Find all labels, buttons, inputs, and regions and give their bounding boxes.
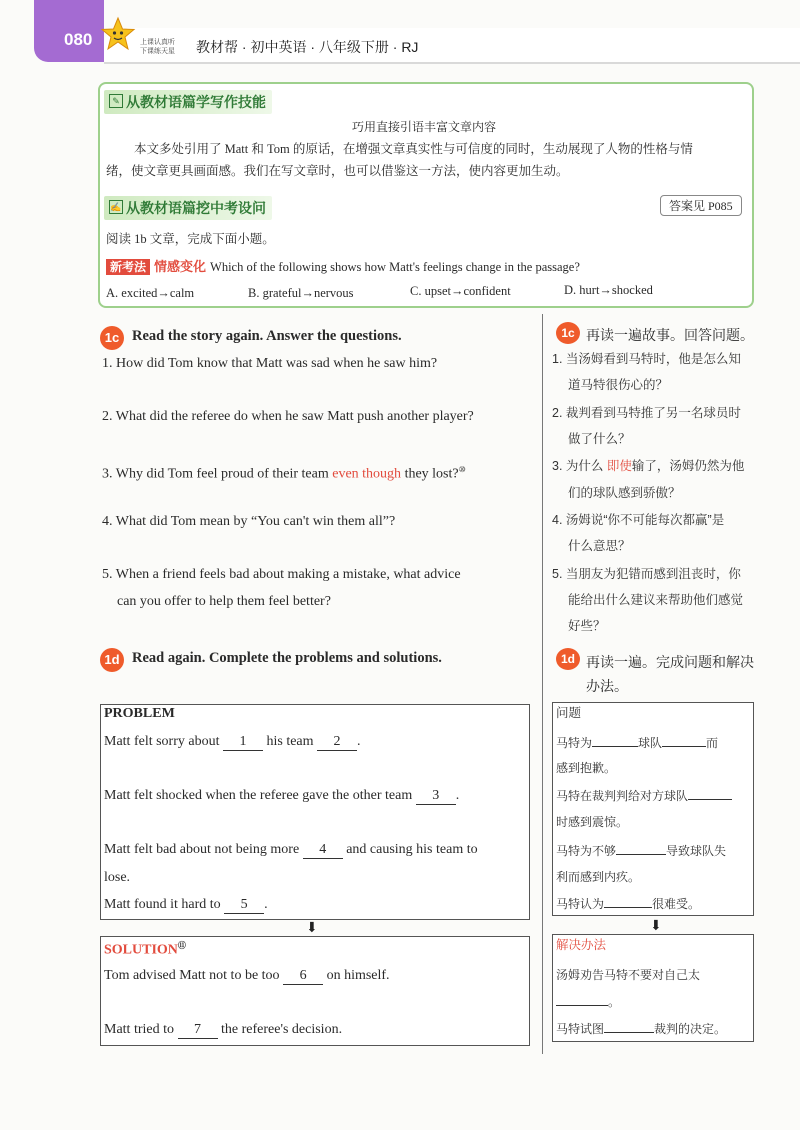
footnote-marker: ⑩ <box>458 465 466 474</box>
text: . <box>455 788 460 803</box>
section-title-writing <box>104 90 272 114</box>
text: 裁判的决定。 <box>654 1022 727 1036</box>
cn-line: 道马特很伤心的？ <box>568 378 669 392</box>
task-badge-1d-cn: 1d <box>556 648 580 670</box>
blank-4[interactable]: 4 <box>303 842 343 859</box>
cn-q3-rest: 输了，汤姆仍然为他 <box>631 459 745 473</box>
book-title: 教材帮 · 初中英语 · 八年级下册 · RJ <box>196 39 419 55</box>
text: 而 <box>706 736 719 750</box>
task-1d-cn-title-cont: 办法。 <box>586 678 628 694</box>
question-3-end: they lost? <box>401 466 459 482</box>
blank-cn-7[interactable] <box>604 1032 654 1033</box>
cn-problem-line-1 <box>556 730 718 756</box>
text: his team <box>266 734 314 749</box>
cn-problem-line-3 <box>556 838 726 864</box>
solution-line-1 <box>104 968 390 985</box>
problem-line-1 <box>104 734 361 751</box>
text: the referee's decision. <box>221 1022 343 1037</box>
cn-line: 2. 裁判看到马特推了另一名球员时 <box>552 406 741 420</box>
text: Matt tried to <box>104 1022 174 1037</box>
cn-line-q3 <box>552 453 744 479</box>
text: on himself. <box>326 968 390 983</box>
question-5-cont: can you offer to help them feel better? <box>117 594 331 609</box>
cn-q3-start: 3. 为什么 <box>552 459 607 473</box>
cn-line: 5. 当朋友为犯错而感到沮丧时，你 <box>552 567 741 581</box>
task-badge-1c-cn: 1c <box>556 322 580 344</box>
text: 马特在裁判判给对方球队 <box>556 789 689 803</box>
solution-heading-cn: 解决办法 <box>556 938 607 952</box>
task-1d-cn-title: 再读一遍。完成问题和解决 <box>586 654 754 670</box>
option-a: A. excited→calm <box>106 286 195 300</box>
cn-problem-line-2b: 时感到震惊。 <box>556 815 629 829</box>
task-1c-title: Read the story again. Answer the questions. <box>132 328 402 344</box>
writing-subtitle: 巧用直接引语丰富文章内容 <box>351 120 496 134</box>
question-2: 2. What did the referee do when he saw Matt push another player? <box>102 409 474 424</box>
text: 导致球队失 <box>666 844 727 858</box>
down-arrow-icon: ⬇ <box>306 921 318 936</box>
cn-problem-line-3b: 利而感到内疚。 <box>556 870 641 884</box>
page-number: 080 <box>64 30 93 49</box>
question-4: 4. What did Tom mean by “You can't win them all”? <box>102 514 396 529</box>
down-arrow-icon: ⬇ <box>650 919 662 934</box>
blank-1[interactable]: 1 <box>223 734 263 751</box>
solution-heading <box>104 940 186 959</box>
text: 很难受。 <box>652 897 701 911</box>
cn-solution-line-1b <box>556 989 620 1015</box>
solution-heading-text: SOLUTION <box>104 942 178 958</box>
cn-problem-line-2 <box>556 783 732 809</box>
section-title-exam <box>104 196 272 220</box>
text: 。 <box>608 995 621 1009</box>
text: . <box>357 734 361 749</box>
slogan-line: 下课练天星 <box>140 48 175 55</box>
task-1d-title: Read again. Complete the problems and solutions. <box>132 650 442 666</box>
problem-heading-cn: 问题 <box>556 706 582 720</box>
problem-line-2 <box>104 788 459 805</box>
blank-7[interactable]: 7 <box>178 1022 218 1039</box>
blank-cn-1[interactable] <box>592 746 638 747</box>
problem-line-4 <box>104 897 268 914</box>
text: 马特认为 <box>556 897 605 911</box>
text: Matt felt shocked when the referee gave the other team <box>104 788 413 803</box>
question-3-highlight: even though <box>332 466 402 482</box>
option-d: D. hurt→shocked <box>564 283 653 297</box>
cn-line: 什么意思？ <box>568 539 631 553</box>
cn-solution-line-2 <box>556 1016 726 1042</box>
text: 马特为 <box>556 736 593 750</box>
footnote-marker: ⑪ <box>177 941 186 950</box>
task-badge-1d: 1d <box>100 648 124 672</box>
cn-line: 好些？ <box>568 619 606 633</box>
blank-cn-6[interactable] <box>556 1005 608 1006</box>
answer-reference: 答案见 P085 <box>660 195 742 216</box>
blank-6[interactable]: 6 <box>283 968 323 985</box>
cn-line: 做了什么？ <box>568 432 631 446</box>
blank-cn-5[interactable] <box>604 907 652 908</box>
cn-line: 能给出什么建议来帮助他们感觉 <box>568 593 744 607</box>
solution-line-2 <box>104 1022 342 1039</box>
cn-q3-highlight: 即使 <box>606 459 632 473</box>
slogan <box>140 38 175 56</box>
exam-question-row <box>106 256 580 278</box>
text: and causing his team to <box>346 842 478 857</box>
cn-line: 4. 汤姆说“你不可能每次都赢”是 <box>552 513 725 527</box>
option-c: C. upset→confident <box>410 284 511 298</box>
cn-line: 1. 当汤姆看到马特时，他是怎么知 <box>552 352 741 366</box>
writing-paragraph-line: 绪，使文章更具画面感。我们在写文章时，也可以借鉴这一方法，使内容更加生动。 <box>106 164 569 178</box>
section-title-text: 从教材语篇学写作技能 <box>126 94 266 110</box>
blank-cn-3[interactable] <box>688 799 732 800</box>
question-3-text: 3. Why did Tom feel proud of their team <box>102 466 333 482</box>
question-5: 5. When a friend feels bad about making a mistake, what advice <box>102 567 461 582</box>
slogan-line: 上课认真听 <box>140 39 175 46</box>
problem-heading: PROBLEM <box>104 706 175 721</box>
cn-problem-line-1b: 感到抱歉。 <box>556 761 617 775</box>
cn-solution-line-1: 汤姆劝告马特不要对自己太 <box>556 968 701 982</box>
new-method-tag: 新考法 <box>106 259 150 275</box>
text: Tom advised Matt not to be too <box>104 968 280 983</box>
cn-line: 们的球队感到骄傲？ <box>568 486 681 500</box>
question-type-tag: 情感变化 <box>154 259 207 274</box>
blank-5[interactable]: 5 <box>224 897 264 914</box>
question-1: 1. How did Tom know that Matt was sad when he saw him? <box>102 356 438 371</box>
text: 马特为不够 <box>556 844 617 858</box>
blank-cn-2[interactable] <box>662 746 706 747</box>
task-badge-1c: 1c <box>100 326 124 350</box>
blank-3[interactable]: 3 <box>416 788 456 805</box>
blank-2[interactable]: 2 <box>317 734 357 751</box>
text: 马特试图 <box>556 1022 605 1036</box>
pencil-icon: ✎ <box>109 94 123 108</box>
text: Matt felt sorry about <box>104 734 220 749</box>
blank-cn-4[interactable] <box>616 854 666 855</box>
edit-icon: ✍ <box>110 202 122 212</box>
task-1c-cn-title: 再读一遍故事。回答问题。 <box>586 327 754 343</box>
problem-line-3-cont: lose. <box>104 870 131 885</box>
problem-line-3 <box>104 842 478 859</box>
text: . <box>264 897 268 912</box>
column-divider <box>542 314 543 1054</box>
star-mascot-icon <box>100 16 136 52</box>
writing-paragraph-line: 本文多处引用了 Matt 和 Tom 的原话，在增强文章真实性与可信度的同时，生动展现了人物的性格与情 <box>134 142 693 156</box>
option-b: B. grateful→nervous <box>248 286 354 300</box>
cn-problem-line-4 <box>556 891 700 917</box>
exam-instruction: 阅读 1b 文章，完成下面小题。 <box>106 232 275 246</box>
text: Matt found it hard to <box>104 897 221 912</box>
text: 球队 <box>638 736 663 750</box>
exam-question: Which of the following shows how Matt's feelings change in the passage? <box>210 260 580 274</box>
text: Matt felt bad about not being more <box>104 842 300 857</box>
section-title-text: 从教材语篇挖中考设问 <box>126 200 266 216</box>
question-3 <box>102 457 466 488</box>
